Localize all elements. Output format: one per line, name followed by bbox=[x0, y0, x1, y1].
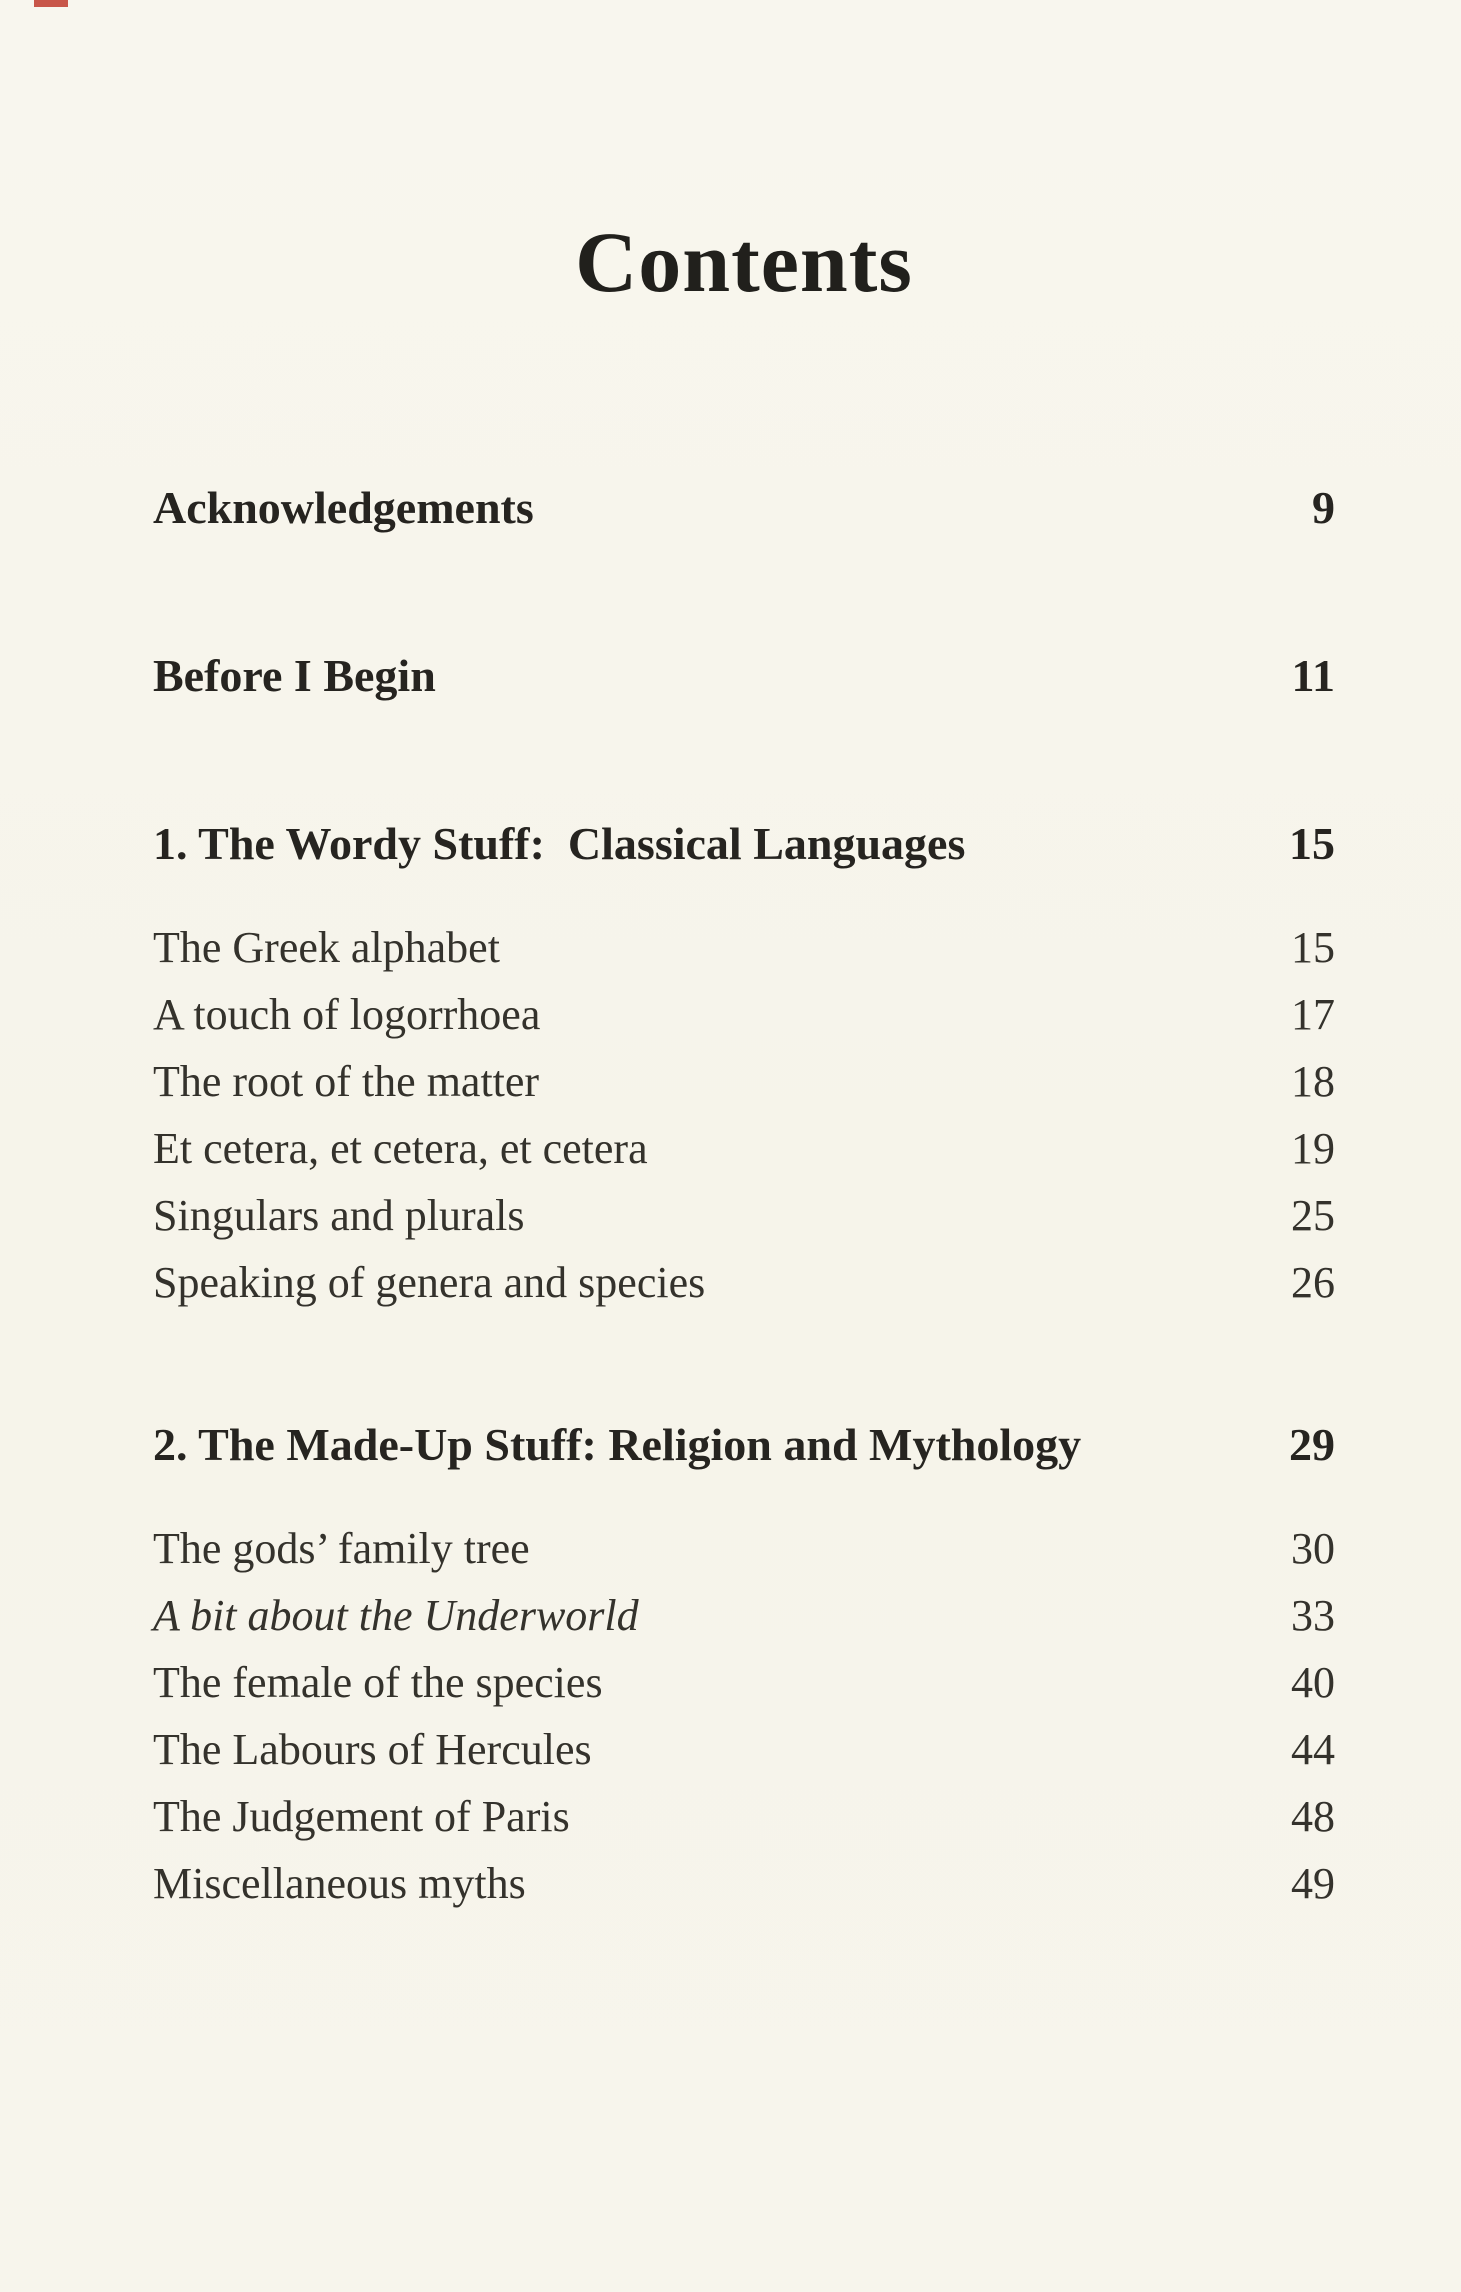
toc-entry bbox=[153, 1182, 1335, 1249]
entry-page-number: 25 bbox=[1291, 1191, 1335, 1240]
entry-label: The female of the species bbox=[153, 1658, 603, 1707]
section-entries bbox=[153, 1515, 1335, 1917]
toc-section-1 bbox=[153, 816, 1335, 1316]
toc-entry bbox=[153, 1850, 1335, 1917]
entry-page-number: 40 bbox=[1291, 1658, 1335, 1707]
entry-page-number: 15 bbox=[1291, 923, 1335, 972]
section-entries bbox=[153, 914, 1335, 1316]
entry-page-number: 18 bbox=[1291, 1057, 1335, 1106]
toc-entry bbox=[153, 1249, 1335, 1316]
entry-page-number: 44 bbox=[1291, 1725, 1335, 1774]
section-heading-row bbox=[153, 816, 1335, 871]
entry-label: Before I Begin bbox=[153, 650, 436, 701]
page-title: Contents bbox=[575, 214, 913, 310]
toc-entry bbox=[153, 1649, 1335, 1716]
section-page-number: 15 bbox=[1289, 818, 1335, 869]
entry-label: A bit about the Underworld bbox=[153, 1591, 639, 1640]
entry-label: The Greek alphabet bbox=[153, 923, 500, 972]
entry-page-number: 19 bbox=[1291, 1124, 1335, 1173]
entry-label: Acknowledgements bbox=[153, 482, 534, 533]
section-page-number: 29 bbox=[1289, 1419, 1335, 1470]
toc-entry bbox=[153, 1582, 1335, 1649]
entry-page-number: 33 bbox=[1291, 1591, 1335, 1640]
toc-entry bbox=[153, 914, 1335, 981]
entry-page-number: 49 bbox=[1291, 1859, 1335, 1908]
toc-entry bbox=[153, 1783, 1335, 1850]
entry-page-number: 26 bbox=[1291, 1258, 1335, 1307]
entry-page-number: 48 bbox=[1291, 1792, 1335, 1841]
table-of-contents bbox=[153, 480, 1335, 1917]
toc-front-matter-row bbox=[153, 648, 1335, 703]
scan-artifact-mark bbox=[34, 0, 68, 7]
toc-section-2 bbox=[153, 1417, 1335, 1917]
entry-page-number: 30 bbox=[1291, 1524, 1335, 1573]
entry-label: The Labours of Hercules bbox=[153, 1725, 592, 1774]
entry-label: A touch of logorrhoea bbox=[153, 990, 541, 1039]
entry-label: Singulars and plurals bbox=[153, 1191, 525, 1240]
toc-entry bbox=[153, 1716, 1335, 1783]
toc-front-matter-row bbox=[153, 480, 1335, 535]
entry-page-number: 11 bbox=[1291, 650, 1335, 701]
entry-page-number: 9 bbox=[1312, 482, 1335, 533]
section-heading: 2. The Made-Up Stuff: Religion and Mythology bbox=[153, 1419, 1082, 1470]
section-heading: 1. The Wordy Stuff: Classical Languages bbox=[153, 818, 966, 869]
section-heading-row bbox=[153, 1417, 1335, 1472]
toc-entry bbox=[153, 1115, 1335, 1182]
entry-label: The root of the matter bbox=[153, 1057, 540, 1106]
entry-label: Speaking of genera and species bbox=[153, 1258, 706, 1307]
entry-label: The Judgement of Paris bbox=[153, 1792, 570, 1841]
entry-label: Et cetera, et cetera, et cetera bbox=[153, 1124, 648, 1173]
entry-page-number: 17 bbox=[1291, 990, 1335, 1039]
entry-label: Miscellaneous myths bbox=[153, 1859, 526, 1908]
toc-entry bbox=[153, 1515, 1335, 1582]
entry-label: The gods’ family tree bbox=[153, 1524, 530, 1573]
toc-entry bbox=[153, 1048, 1335, 1115]
toc-entry bbox=[153, 981, 1335, 1048]
